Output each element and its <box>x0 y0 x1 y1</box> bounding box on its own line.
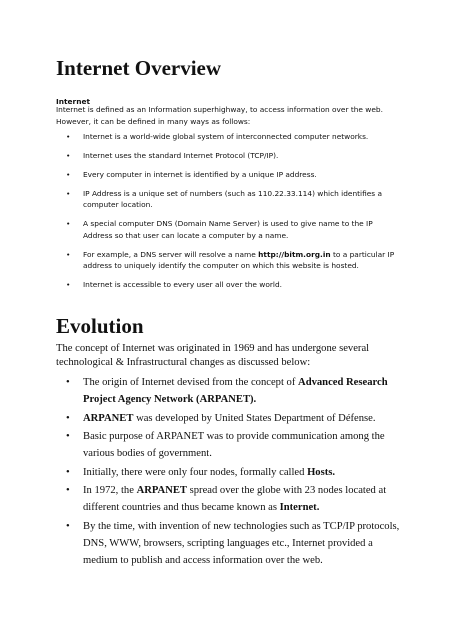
list-item: • For example, a DNS server will resolve a name http://bitm.org.in to a particular IP address to uniquely identify the computer on which this website is hosted. <box>66 249 395 271</box>
bullet-icon: • <box>66 151 71 160</box>
definition-list <box>56 131 404 298</box>
page-title: Internet Overview <box>56 56 222 80</box>
list-item: • Basic purpose of ARPANET was to provide communication among the various bodies of government. <box>56 428 406 462</box>
evolution-paragraph: The concept of Internet was originated in 1969 and has undergone several technological & Infrastructural changes as discussed below: <box>56 343 370 368</box>
section-subheading: Internet <box>56 97 91 106</box>
list-item: • The origin of Internet devised from the concept of Advanced Research Project Agency Network (ARPANET). <box>56 374 406 408</box>
bullet-icon: • <box>66 170 71 179</box>
list-item: • Internet uses the standard Internet Protocol (TCP/IP). <box>66 151 279 160</box>
intro-paragraph: Internet is defined as an Information superhighway, to access information over the web. However, it can be defined in many ways as follows: <box>56 105 383 126</box>
bullet-icon: • <box>66 132 71 141</box>
bullet-icon: • <box>66 431 70 443</box>
bullet-icon: • <box>66 485 70 497</box>
list-item: • Initially, there were only four nodes, formally called Hosts. <box>56 464 406 481</box>
list-item: • A special computer DNS (Domain Name Server) is used to give name to the IP Address so that user can locate a computer by a name. <box>66 219 373 240</box>
list-item: • IP Address is a unique set of numbers (such as 110.22.33.114) which identifies a computer location. <box>66 189 383 210</box>
bullet-icon: • <box>66 189 71 198</box>
list-item: • By the time, with invention of new technologies such as TCP/IP protocols, DNS, WWW, browsers, scripting languages etc., Internet provided a medium to publish and access information over the web. <box>56 518 406 569</box>
bullet-icon: • <box>66 520 70 532</box>
list-item: • Every computer in internet is identified by a unique IP address. <box>66 170 317 179</box>
list-item: • ARPANET was developed by United States Department of Défense. <box>56 410 406 427</box>
bullet-icon: • <box>66 377 70 388</box>
bullet-icon: • <box>66 219 71 229</box>
url-text: http://bitm.org.in <box>258 249 331 259</box>
list-item: • Internet is accessible to every user all over the world. <box>66 280 283 290</box>
list-item: • In 1972, the ARPANET spread over the globe with 23 nodes located at different countries and thus became known as Internet. <box>56 482 406 516</box>
bullet-icon: • <box>66 280 71 290</box>
bullet-icon: • <box>66 249 71 259</box>
bullet-icon: • <box>66 466 70 478</box>
section-heading-evolution: Evolution <box>56 314 144 338</box>
evolution-list <box>56 374 406 571</box>
list-item: • Internet is a world-wide global system of interconnected computer networks. <box>66 132 369 141</box>
bullet-icon: • <box>66 412 70 424</box>
